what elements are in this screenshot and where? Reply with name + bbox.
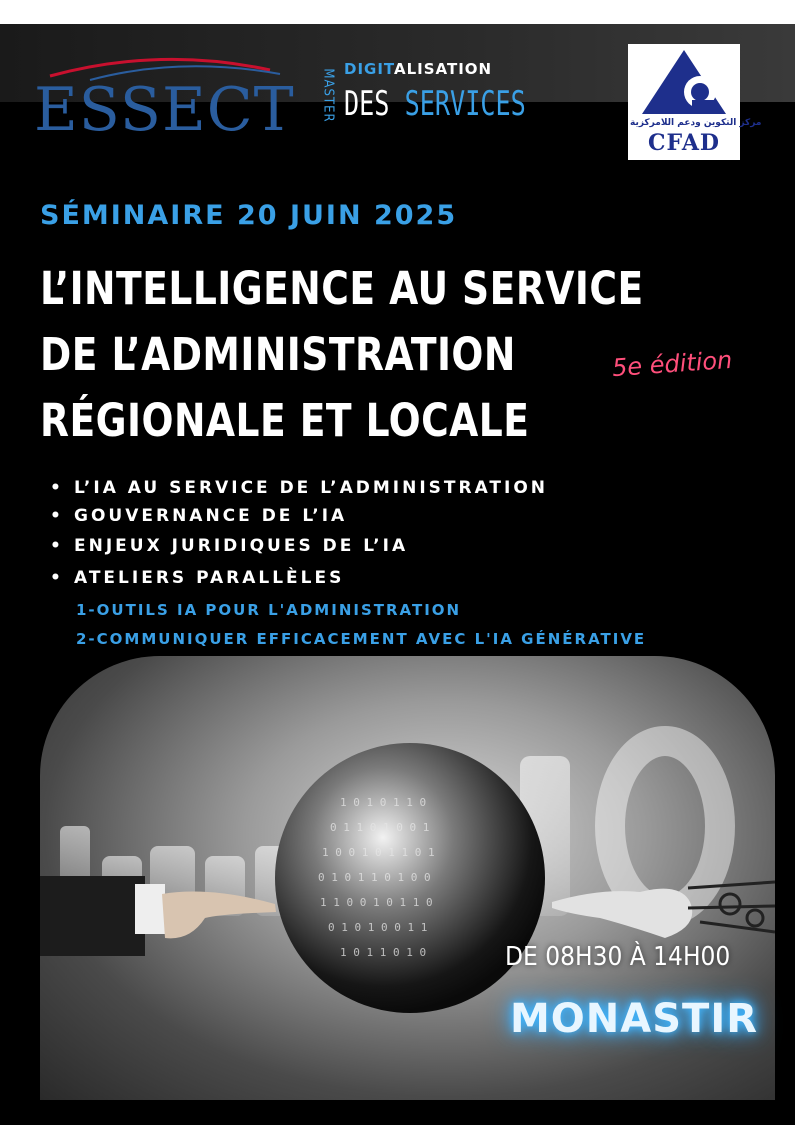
topic-item: • GOUVERNANCE DE L’IA: [50, 506, 348, 526]
essect-wordmark: ESSECT: [34, 75, 295, 145]
seminar-date: SÉMINAIRE 20 JUIN 2025: [40, 200, 458, 231]
svg-text:1 0 1 1 0 1 0: 1 0 1 1 0 1 0: [340, 946, 427, 959]
title-line-1: L’INTELLIGENCE AU SERVICE: [40, 262, 644, 315]
topic-item: • ATELIERS PARALLÈLES: [50, 568, 345, 588]
master-line-digitalisation: DIGITALISATION: [344, 60, 493, 78]
topic-item: • ENJEUX JURIDIQUES DE L’IA: [50, 536, 409, 556]
bullet-icon: •: [50, 568, 61, 588]
svg-text:1 0 0 1 0 1 1 0 1: 1 0 0 1 0 1 1 0 1: [322, 846, 435, 859]
cfad-name: CFAD: [648, 130, 720, 156]
master-logo: [316, 56, 526, 136]
title-line-2: DE L’ADMINISTRATION: [40, 328, 516, 381]
master-line-des-services: DES SERVICES: [344, 84, 526, 124]
edition-label: 5e édition: [611, 345, 734, 383]
event-city: MONASTIR: [510, 996, 759, 1042]
subtopic-item: 1-OUTILS IA POUR L'ADMINISTRATION: [76, 601, 462, 619]
bullet-icon: •: [50, 506, 61, 526]
svg-text:1 0 1 0 1 1 0: 1 0 1 0 1 1 0: [340, 796, 427, 809]
topic-item: • L’IA AU SERVICE DE L’ADMINISTRATION: [50, 478, 549, 498]
cfad-emblem-icon: [628, 44, 740, 120]
cfad-logo: [628, 44, 762, 160]
master-vertical-label: MASTER: [320, 68, 336, 123]
essect-logo: [30, 52, 295, 145]
svg-text:0 1 0 1 1 0 1 0 0: 0 1 0 1 1 0 1 0 0: [318, 871, 431, 884]
cfad-arabic-text: مركز التكوين ودعم اللامركزية: [630, 118, 762, 128]
event-time: DE 08H30 À 14H00: [505, 942, 731, 972]
poster: [0, 24, 795, 1125]
bullet-icon: •: [50, 478, 61, 498]
svg-text:0 1 1 0 1 0 0 1: 0 1 1 0 1 0 0 1: [330, 821, 430, 834]
subtopic-item: 2-COMMUNIQUER EFFICACEMENT AVEC L'IA GÉNÉRATIVE: [76, 630, 647, 648]
svg-text:1 1 0 0 1 0 1 1 0: 1 1 0 0 1 0 1 1 0: [320, 896, 433, 909]
title-line-3: RÉGIONALE ET LOCALE: [40, 394, 530, 447]
svg-text:0 1 0 1 0 0 1 1: 0 1 0 1 0 0 1 1: [328, 921, 428, 934]
bullet-icon: •: [50, 536, 61, 556]
